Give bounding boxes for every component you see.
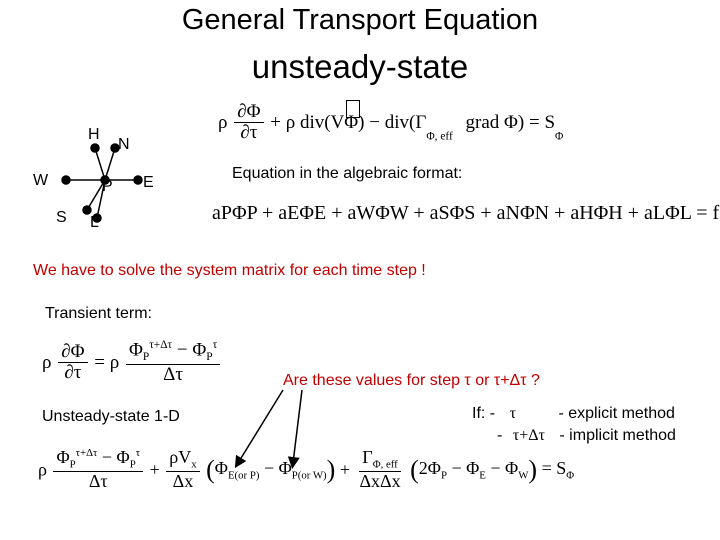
- label-e: E: [143, 174, 154, 191]
- transient-term-equation: ρ $\frac{\partial\Phi}{\partial\tau}$ = ρ $\frac{\Phi_P^{\tau+\Delta\tau} - \Phi_P^\tau}{\Delta\tau}$: [42, 340, 222, 386]
- node-e: [134, 176, 142, 184]
- unsteady-1d-label: Unsteady-state 1-D: [42, 408, 180, 425]
- node-s: [83, 206, 91, 214]
- algebraic-format-label: Equation in the algebraic format:: [232, 165, 463, 182]
- label-w: W: [33, 172, 49, 189]
- time-step-question: Are these values for step τ or τ+Δτ ?: [283, 372, 540, 389]
- algebraic-equation: aPΦP + aEΦE + aWΦW + aSΦS + aNΦN + aHΦH + aLΦL = f: [212, 202, 720, 224]
- page-subtitle: unsteady-state: [251, 48, 469, 85]
- label-n: N: [118, 136, 130, 153]
- if-implicit-line: - τ+Δτ - implicit method: [497, 427, 676, 444]
- unsteady-1d-equation: ρ $\frac{\Phi_P^{\tau+\Delta\tau} - \Phi_P^\tau}{\Delta\tau}$ + $\frac{\rho V_x}{\Delta x}$ $(\Phi_{E(or P)} - \Phi_{P(or W)})$ + $\frac{\Gamma_{\Phi, eff}}{\text{ΔxΔx}}$ $(2\Phi_P - \Phi_E - \Phi_W) = S_\Phi$: [38, 447, 575, 491]
- node-h: [91, 144, 99, 152]
- general-transport-equation: ρ $\frac{\partial\Phi}{\partial\tau}$ + ρ $div(V\Phi) - div(\Gamma_{\Phi, eff}$ grad $\Phi) = S_\Phi$: [218, 101, 564, 143]
- label-h: H: [88, 126, 100, 143]
- label-p: P: [102, 178, 113, 195]
- label-l: L: [90, 214, 99, 231]
- page-title: General Transport Equation: [181, 4, 539, 36]
- if-explicit-line: If: - τ - explicit method: [472, 405, 675, 422]
- stencil-line-h: [95, 148, 105, 180]
- placeholder-box: [346, 100, 360, 118]
- transient-term-label: Transient term:: [45, 305, 152, 322]
- system-matrix-note: We have to solve the system matrix for each time step !: [33, 262, 426, 279]
- stencil-line-n: [105, 148, 115, 180]
- label-s: S: [56, 209, 67, 226]
- node-w: [62, 176, 70, 184]
